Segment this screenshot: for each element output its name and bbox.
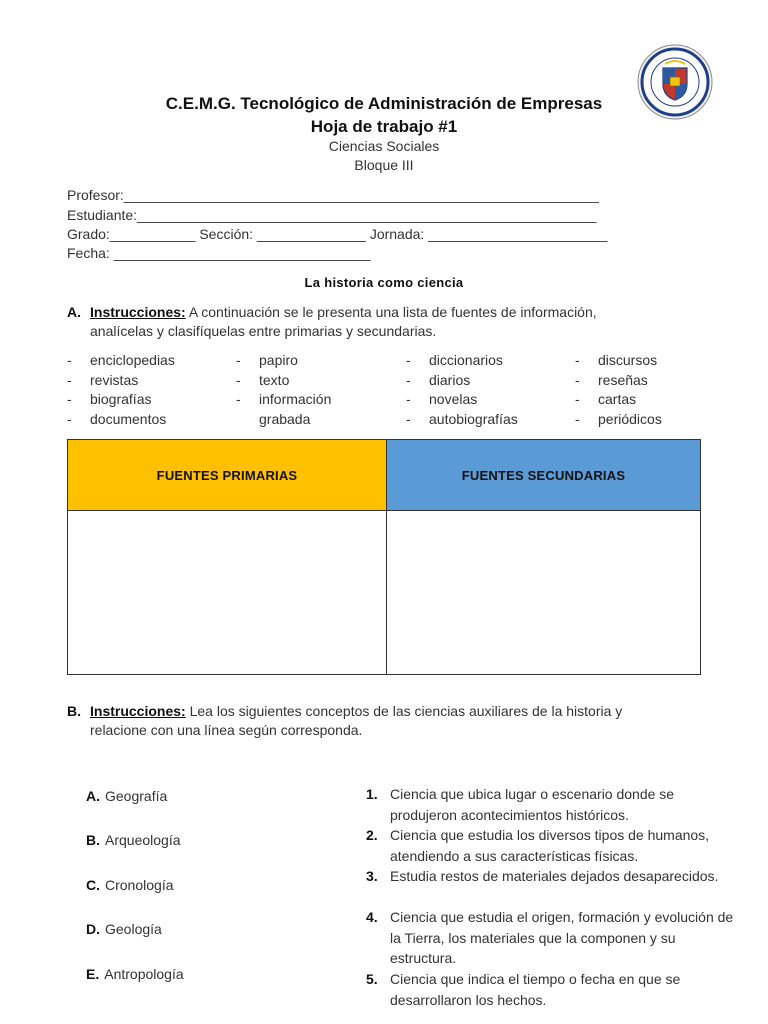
section-title: La historia como ciencia	[304, 275, 464, 290]
part-b-text-line-2: relacione con una línea según corresponda.	[90, 722, 363, 738]
sources-column-4	[575, 351, 662, 429]
fecha-field[interactable]: Fecha: _________________________________	[67, 245, 371, 261]
concept-item: E. Antropología	[86, 966, 184, 982]
source-item: - periódicos	[575, 410, 662, 427]
sources-classification-table	[67, 439, 701, 675]
source-item: - enciclopedias	[67, 352, 175, 368]
source-item: - información	[236, 391, 332, 407]
source-item: - novelas	[406, 391, 478, 407]
grado-seccion-jornada-field[interactable]: Grado:___________ Sección: ______________ Jornada: _______________________	[67, 226, 608, 242]
part-b-text-line-1: Lea los siguientes conceptos de las ciencias auxiliares de la historia y	[185, 703, 623, 719]
part-a-text-line-2: analícelas y clasifíquelas entre primarias y secundarias.	[90, 323, 437, 339]
source-item: - reseñas	[575, 371, 648, 388]
part-a-letter: A.	[67, 304, 81, 320]
profesor-field[interactable]: Profesor:_____________________________________________________________	[67, 187, 599, 203]
concept-item: D. Geología	[86, 921, 162, 937]
estudiante-field[interactable]: Estudiante:___________________________________________________________	[67, 207, 597, 223]
source-item: - diarios	[406, 371, 471, 388]
source-item: - documentos	[67, 410, 167, 427]
block-label: Bloque III	[354, 157, 414, 173]
sources-column-1	[67, 351, 175, 429]
definition-item: 1. Ciencia que ubica lugar o escenario donde se produjeron acontecimientos históricos.	[366, 786, 675, 823]
sources-column-3	[406, 351, 518, 429]
source-item: - revistas	[67, 371, 139, 388]
source-item: grabada	[259, 410, 311, 427]
part-b-letter: B.	[67, 703, 81, 719]
part-b-label: Instrucciones:	[90, 703, 186, 719]
secondary-sources-header: FUENTES SECUNDARIAS	[387, 440, 701, 511]
concept-item: C. Cronología	[86, 877, 174, 893]
school-name: C.E.M.G. Tecnológico de Administración de Empresas	[165, 94, 603, 113]
part-a-text-line-1: A continuación se le presenta una lista de fuentes de información,	[185, 304, 597, 320]
source-item: - cartas	[575, 391, 637, 407]
source-item: - papiro	[236, 352, 298, 368]
subject-label: Ciencias Sociales	[328, 138, 440, 154]
definition-item: 5. Ciencia que indica el tiempo o fecha en que se desarrollaron los hechos.	[366, 971, 681, 1008]
concept-item: A. Geografía	[86, 788, 168, 804]
part-a-instructions	[67, 303, 707, 341]
source-item: - diccionarios	[406, 352, 503, 368]
part-a-label: Instrucciones:	[90, 304, 186, 320]
primary-sources-header: FUENTES PRIMARIAS	[68, 440, 387, 511]
sources-column-2	[236, 351, 331, 429]
concept-item: B. Arqueología	[86, 832, 181, 848]
secondary-sources-answer-cell[interactable]	[387, 511, 701, 675]
definition-item: 2. Ciencia que estudia los diversos tipos de humanos, atendiendo a sus características físicas.	[366, 827, 710, 864]
source-item: - discursos	[575, 352, 658, 368]
worksheet-title: Hoja de trabajo #1	[310, 117, 458, 136]
part-b-instructions	[67, 702, 707, 740]
source-item: - biografías	[67, 391, 152, 407]
definition-item: 4. Ciencia que estudia el origen, formación y evolución de la Tierra, los materiales que la componen y su estructura.	[366, 909, 734, 966]
primary-sources-answer-cell[interactable]	[68, 511, 387, 675]
source-item: - autobiografías	[406, 410, 518, 427]
source-item: - texto	[236, 371, 290, 388]
definition-item: 3. Estudia restos de materiales dejados desaparecidos.	[366, 868, 719, 884]
